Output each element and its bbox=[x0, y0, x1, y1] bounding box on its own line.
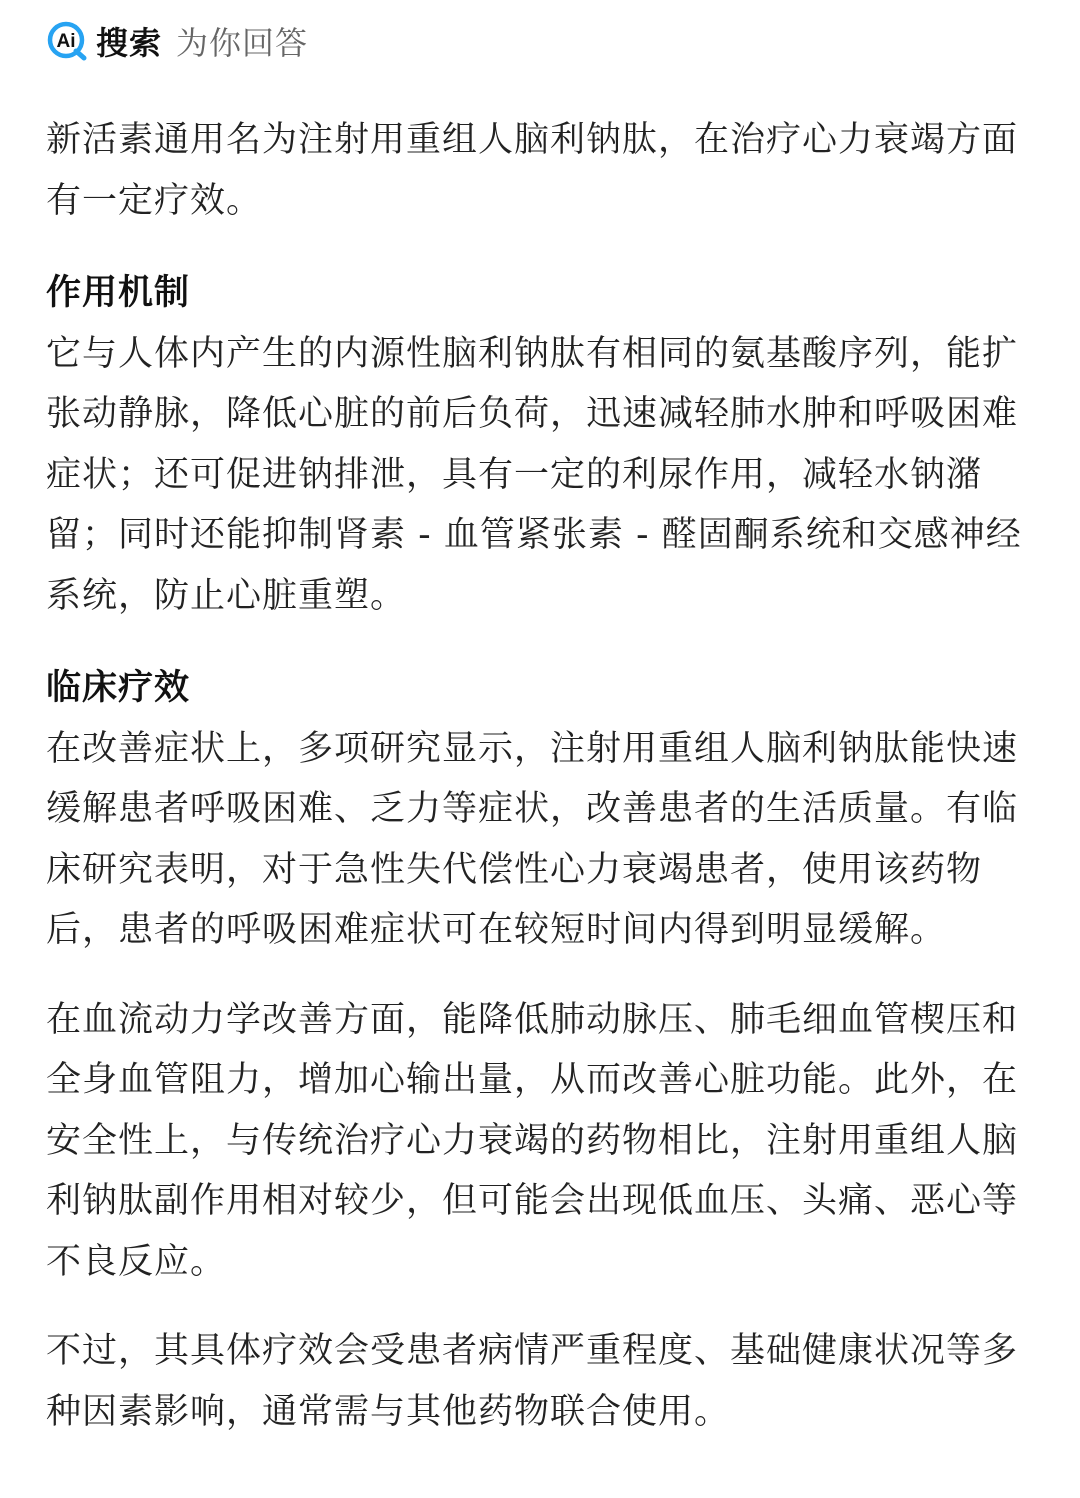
brand-tagline: 为你回答 bbox=[176, 24, 309, 62]
brand-title: 搜索 bbox=[96, 24, 163, 62]
answer-content bbox=[46, 110, 1036, 1442]
intro-paragraph: 新活素通用名为注射用重组人脑利钠肽，在治疗心力衰竭方面有一定疗效。 bbox=[46, 120, 1019, 221]
svg-text:Ai: Ai bbox=[56, 31, 76, 52]
efficacy-heading: 临床疗效 bbox=[46, 668, 191, 708]
mechanism-paragraph: 它与人体内产生的内源性脑利钠肽有相同的氨基酸序列，能扩张动静脉，降低心脏的前后负荷，迅速减轻肺水肿和呼吸困难症状；还可促进钠排泄，具有一定的利尿作用，减轻水钠潴留；同时还能抑制肾素 - 血管紧张素 - 醛固酮系统和交感神经系统，防止心脏重塑。 bbox=[46, 333, 1022, 616]
mechanism-heading: 作用机制 bbox=[46, 273, 191, 313]
header bbox=[46, 18, 1036, 64]
ai-search-icon bbox=[46, 21, 90, 61]
efficacy-paragraph-1: 在改善症状上，多项研究显示，注射用重组人脑利钠肽能快速缓解患者呼吸困难、乏力等症状，改善患者的生活质量。有临床研究表明，对于急性失代偿性心力衰竭患者，使用该药物后，患者的呼吸困难症状可在较短时间内得到明显缓解。 bbox=[46, 728, 1019, 950]
conclusion-paragraph: 不过，其具体疗效会受患者病情严重程度、基础健康状况等多种因素影响，通常需与其他药物联合使用。 bbox=[46, 1331, 1019, 1432]
efficacy-paragraph-2: 在血流动力学改善方面，能降低肺动脉压、肺毛细血管楔压和全身血管阻力，增加心输出量，从而改善心脏功能。此外，在安全性上，与传统治疗心力衰竭的药物相比，注射用重组人脑利钠肽副作用相对较少，但可能会出现低血压、头痛、恶心等不良反应。 bbox=[46, 999, 1019, 1282]
